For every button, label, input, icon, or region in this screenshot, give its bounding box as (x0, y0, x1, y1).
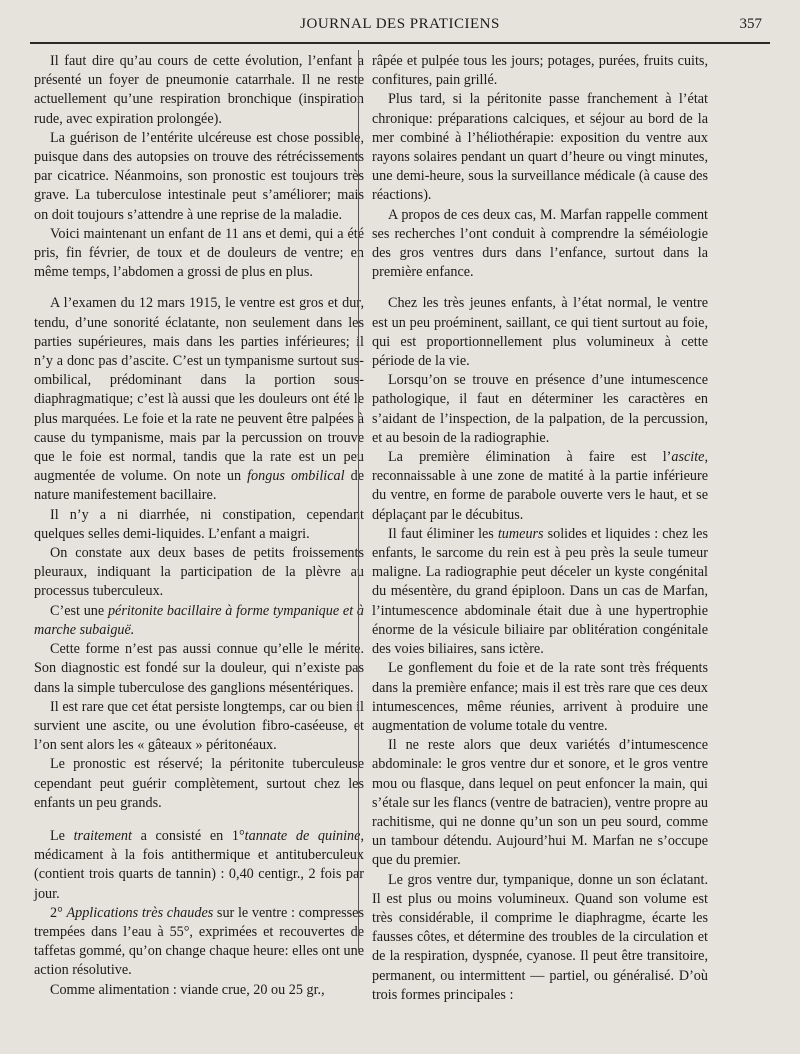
text-run: , médicament à la fois antithermique et antituberculeux (contient trois quarts de tannin) : 0,40 centigr., 2 fois par jour. (34, 827, 364, 902)
italic-run: péritonite bacillaire à forme tympanique et à marche subaiguë. (34, 602, 364, 638)
italic-run: Applications très chaudes (66, 904, 214, 921)
paragraph: Chez les très jeunes enfants, à l’état normal, le ventre est un peu proéminent, saillant, ce qui tient surtout au foie, qui est proportionnellement plus volumineux à cette période de la vie. (372, 295, 708, 370)
paragraph (372, 448, 708, 525)
paragraph: Il est rare que cet état persiste longtemps, car ou bien il survient une ascite, ou une évolution fibro-caséeuse, et l’on sent alors les « gâteaux » péritonéaux. (34, 698, 364, 754)
italic-run: traitement (73, 827, 132, 844)
journal-title: JOURNAL DES PRATICIENS (300, 16, 500, 32)
paragraph: Comme alimentation : viande crue, 20 ou 25 gr., (50, 981, 325, 998)
left-column (34, 52, 364, 1000)
paragraph: Il ne reste alors que deux variétés d’intumescence abdominale: le gros ventre dur et sonore, et le gros ventre mou ou flasque, dans lequel on peut enfoncer la main, qui s’étale sur les flancs (ventre de batracien), ventre propre au rachitisme, qui ne donne qu’un son un peu sourd, comme un tambour détendu. Aujourd’hui M. Marfan ne s’occupe que du premier. (372, 737, 708, 869)
page-number: 357 (739, 16, 762, 32)
text-run: A l’examen du 12 mars 1915, le ventre est gros et dur, tendu, d’une sonorité éclatante, non seulement dans les parties supérieures, mais dans les parties inférieures; il n’y a donc pas d’ascite. C’est un tympanisme surtout sus-ombilical, prédominant dans la portion sous-diaphragmatique; c’est là aussi que les douleurs ont été le plus marquées. Le foie et la rate ne peuvent être palpées à cause du tympanisme, mais par la percussion on trouve que le foie est normal, tandis que la rate est un peu augmentée de volume. On note un (34, 295, 364, 485)
paragraph: Plus tard, si la péritonite passe franchement à l’état chronique: préparations calciques, et séjour au bord de la mer combiné à l’héliothérapie: exposition du ventre aux rayons solaires pendant un quart d’heure ou vingt minutes, une demi-heure, sous la surveillance médicale (à cause des réactions). (372, 91, 708, 204)
paragraph (34, 904, 364, 981)
text-run: de nature manifestement bacillaire. (34, 468, 364, 504)
text-run: , reconnaissable à une zone de matité à la partie inférieure du ventre, en forme de parabole ouverte vers le haut, et se déplaçant par le décubitus. (372, 449, 708, 523)
right-column (372, 52, 708, 1005)
paragraph: Le gros ventre dur, tympanique, donne un son éclatant. Il est plus ou moins volumineux. Quand son volume est très considérable, il comprime le diaphragme, écarte les fausses côtes, et détermine des troubles de la circulation et de la respiration, dyspnée, cyanose. Il peut être transitoire, permanent, ou intermittent — partiel, ou généralisé. D’où trois formes principales : (372, 871, 708, 1003)
italic-run: ascite (671, 449, 705, 466)
paragraph: Cette forme n’est pas aussi connue qu’elle le mérite. Son diagnostic est fondé sur la douleur, qui n’existe pas dans la simple tuberculose des ganglions mésentériques. (34, 641, 364, 696)
italic-run: tannate de quinine (244, 827, 361, 844)
text-run: 2° (50, 904, 67, 921)
text-run: C’est une (50, 602, 108, 619)
text-run: a consisté en 1° (131, 827, 245, 844)
paragraph: râpée et pulpée tous les jours; potages, purées, fruits cuits, confitures, pain grillé. (372, 53, 708, 89)
paragraph: A propos de ces deux cas, M. Marfan rappelle comment ses recherches l’ont conduit à comprendre la séméiologie des gros ventres durs dans l’enfance, surtout dans la première enfance. (372, 206, 708, 281)
paragraph: La guérison de l’entérite ulcéreuse est chose possible, puisque dans des autopsies on trouve des rétrécissements par cicatrice. Néanmoins, son pronostic est toujours très grave. La tuberculose intestinale peut s’améliorer; mais on doit toujours s’attendre à une reprise de la maladie. (34, 129, 364, 223)
paragraph: Le gonflement du foie et de la rate sont très fréquents dans la première enfance; mais il est très rare que ces deux intumescences, même réunies, arrivent à produire une augmentation de volume totale du ventre. (372, 660, 708, 734)
header-rule (30, 42, 770, 44)
paragraph: Le pronostic est réservé; la péritonite tuberculeuse cependant peut guérir complètement, surtout chez les enfants un peu grands. (34, 756, 364, 811)
running-header (30, 12, 770, 38)
text-run: La première élimination à faire est l’ (388, 449, 672, 466)
italic-run: tumeurs (497, 525, 544, 542)
paragraph: Il n’y a ni diarrhée, ni constipation, cependant quelques selles demi-liquides. L’enfant a maigri. (34, 506, 364, 542)
text-run: Le (50, 827, 74, 844)
text-run: solides et liquides : chez les enfants, le sarcome du rein est à peu près la seule tumeur maligne. La radiographie peut déceler un kyste congénital du mésentère, du grand épiploon. Dans un cas de Marfan, l’intumescence abdominale était due à une hypertrophie énorme de la vésicule biliaire par oblitération congénitale des voies biliaires, sans ictère. (372, 525, 708, 658)
paragraph: Lorsqu’on se trouve en présence d’une intumescence pathologique, il faut en déterminer les caractères en s’aidant de l’inspection, de la palpation, de la percussion, et au besoin de la radiographie. (372, 372, 708, 446)
paragraph: Voici maintenant un enfant de 11 ans et demi, qui a été pris, fin février, de toux et de douleurs de ventre; en même temps, l’abdomen a grossi de plus en plus. (34, 225, 364, 281)
italic-run: fongus ombilical (247, 468, 345, 485)
paragraph: On constate aux deux bases de petits froissements pleuraux, indiquant la participation de la plèvre au processus tuberculeux. (34, 545, 364, 600)
paragraph (372, 525, 708, 659)
paragraph (34, 602, 364, 640)
paragraph (34, 294, 364, 505)
paragraph (34, 827, 364, 904)
text-run: Il faut éliminer les (388, 525, 498, 542)
column-divider (358, 50, 359, 950)
paragraph: Il faut dire qu’au cours de cette évolution, l’enfant a présenté un foyer de pneumonie catarrhale. Il ne reste actuellement qu’une respiration bronchique (inspiration rude, avec expiration prolongée). (34, 53, 364, 127)
text-run: sur le ventre : compresses trempées dans l’eau à 55°, exprimées et recouvertes de taffetas gommé, qu’on change chaque heure: elles ont une action résolutive. (34, 904, 364, 979)
